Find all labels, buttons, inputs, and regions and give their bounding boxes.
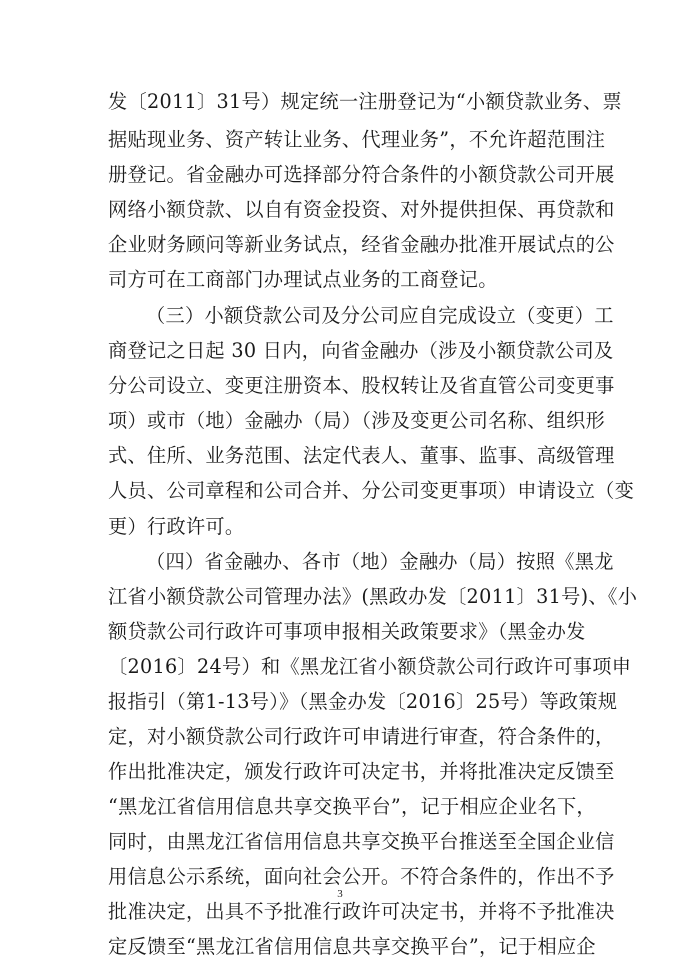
text-line: 报指引（第1-13号）》（黑金办发〔2016〕25号）等政策规 <box>108 690 618 713</box>
text-line: 定，对小额贷款公司行政许可申请进行审查，符合条件的， <box>108 725 615 748</box>
text-line: 式、住所、业务范围、法定代表人、董事、监事、高级管理 <box>108 444 615 467</box>
text-line: 发〔2011〕31号）规定统一注册登记为“小额贷款业务、票 <box>108 90 622 113</box>
text-line: 商登记之日起 30 日内，向省金融办（涉及小额贷款公司及 <box>108 339 614 362</box>
text-line: 作出批准决定，颁发行政许可决定书，并将批准决定反馈至 <box>108 760 615 783</box>
text-line: 册登记。省金融办可选择部分符合条件的小额贷款公司开展 <box>108 163 615 186</box>
text-line: 江省小额贷款公司管理办法》(黑政办发〔2011〕31号)、《小 <box>108 585 638 608</box>
paragraph-start-line: （三）小额贷款公司及分公司应自完成设立（变更）工 <box>146 304 614 327</box>
text-line: 更）行政许可。 <box>108 515 245 538</box>
text-line: 定反馈至“黑龙江省信用信息共享交换平台”，记于相应企 <box>108 935 596 958</box>
text-line: 同时，由黑龙江省信用信息共享交换平台推送至全国企业信 <box>108 830 615 853</box>
text-line: 批准决定，出具不予批准行政许可决定书，并将不予批准决 <box>108 900 615 923</box>
text-line: 人员、公司章程和公司合并、分公司变更事项）申请设立（变 <box>108 479 635 502</box>
text-line: 企业财务顾问等新业务试点，经省金融办批准开展试点的公 <box>108 233 615 256</box>
paragraph-start-line: （四）省金融办、各市（地）金融办（局）按照《黑龙 <box>146 550 614 573</box>
text-line: 额贷款公司行政许可事项申报相关政策要求》（黑金办发 <box>108 620 586 643</box>
text-line: 〔2016〕24号）和《黑龙江省小额贷款公司行政许可事项申 <box>108 655 632 678</box>
text-line: 据贴现业务、资产转让业务、代理业务”，不允许超范围注 <box>108 128 606 151</box>
text-line: “黑龙江省信用信息共享交换平台”，记于相应企业名下， <box>108 795 596 818</box>
text-line: 项）或市（地）金融办（局）（涉及变更公司名称、组织形 <box>108 409 606 432</box>
text-line: 网络小额贷款、以自有资金投资、对外提供担保、再贷款和 <box>108 198 615 221</box>
page-number: 3 <box>337 888 343 900</box>
text-line: 司方可在工商部门办理试点业务的工商登记。 <box>108 268 498 291</box>
text-line: 分公司设立、变更注册资本、股权转让及省直管公司变更事 <box>108 374 615 397</box>
text-line: 用信息公示系统，面向社会公开。不符合条件的，作出不予 <box>108 865 615 888</box>
